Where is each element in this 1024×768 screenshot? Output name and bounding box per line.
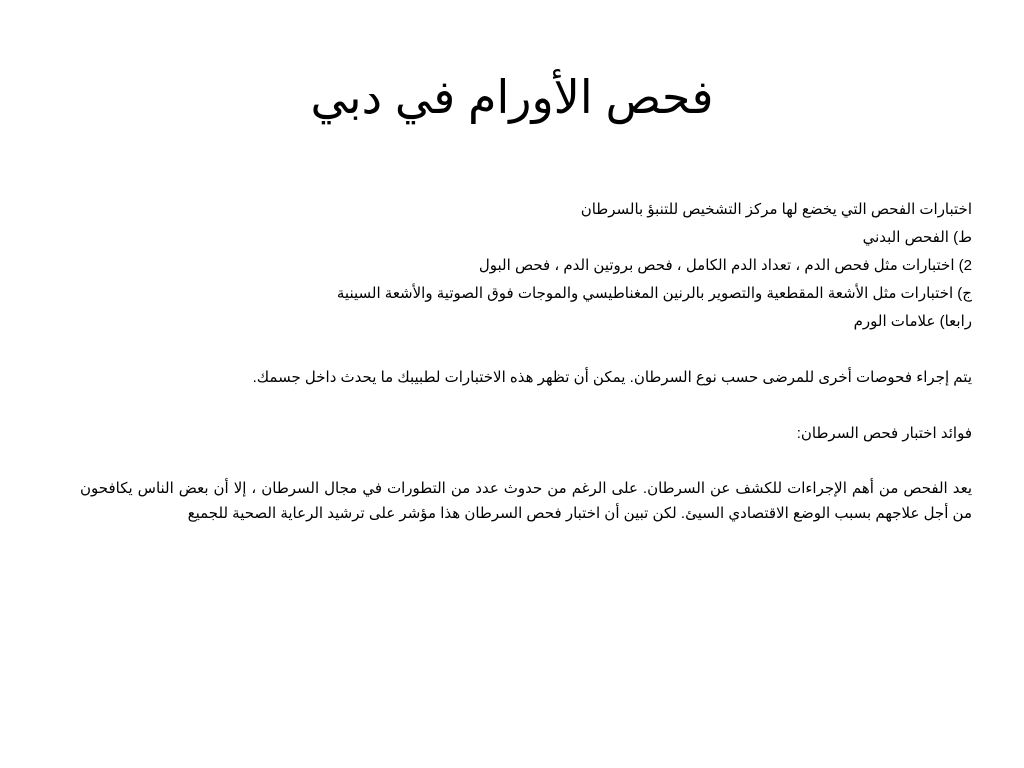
spacer <box>80 336 972 364</box>
benefits-heading: فوائد اختبار فحص السرطان: <box>796 425 972 442</box>
list-item: ج) اختبارات مثل الأشعة المقطعية والتصوير بالرنين المغناطيسي والموجات فوق الصوتية والأشعة السينية <box>336 285 972 302</box>
benefits-paragraph: يعد الفحص من أهم الإجراءات للكشف عن السرطان. على الرغم من حدوث عدد من التطورات في مجال السرطان ، إلا أن بعض الناس يكافحون من أجل علاجهم بسبب الوضع الاقتصادي السيئ. لكن تبين أن اختبار فحص السرطان هذا مؤشر على ترشيد الرعاية الصحية للجميع <box>80 480 972 522</box>
screening-tests-list <box>80 196 972 336</box>
slide-title: فحص الأورام في دبي <box>310 71 714 123</box>
other-tests-paragraph: يتم إجراء فحوصات أخرى للمرضى حسب نوع السرطان. يمكن أن تظهر هذه الاختبارات لطبيبك ما يحدث داخل جسمك. <box>252 369 972 386</box>
spacer <box>80 392 972 420</box>
list-item: رابعا) علامات الورم <box>853 313 972 330</box>
list-item: ط) الفحص البدني <box>862 229 972 246</box>
list-item: اختبارات الفحص التي يخضع لها مركز التشخيص للتنبؤ بالسرطان <box>580 201 972 218</box>
slide-body <box>80 196 972 526</box>
spacer <box>80 448 972 476</box>
list-item: 2) اختبارات مثل فحص الدم ، تعداد الدم الكامل ، فحص بروتين الدم ، فحص البول <box>478 257 972 274</box>
